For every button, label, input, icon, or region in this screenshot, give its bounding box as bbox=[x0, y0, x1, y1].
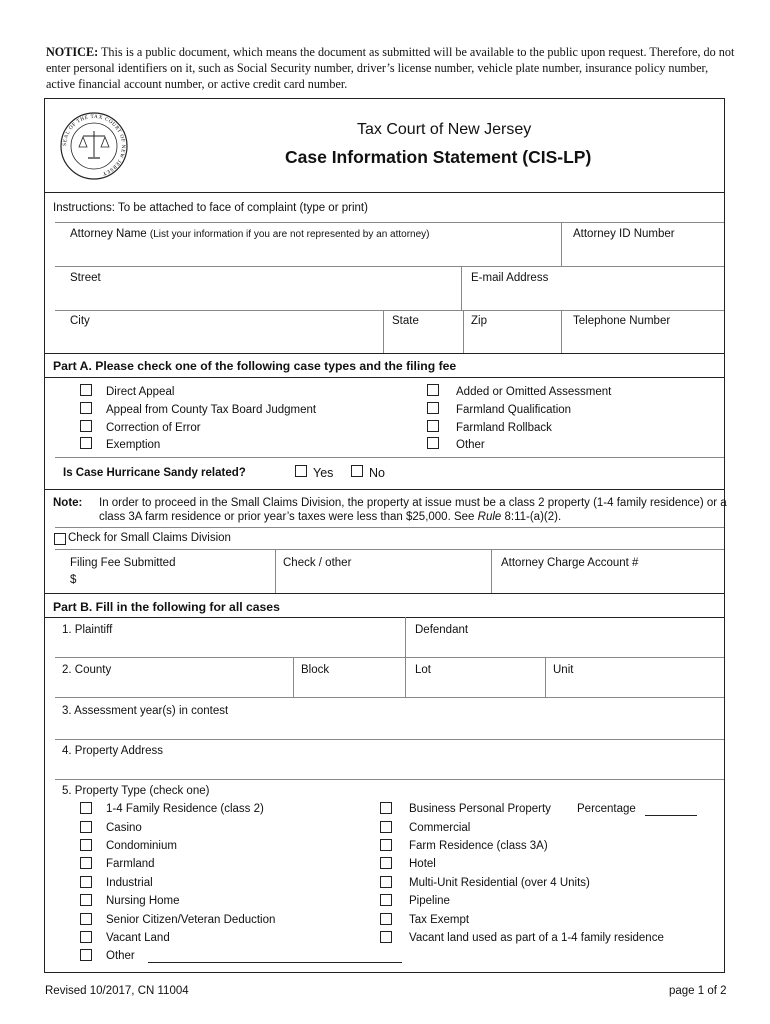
type-farm-residence: Farm Residence (class 3A) bbox=[409, 840, 548, 852]
unit-label: Unit bbox=[553, 664, 574, 676]
other-type-line[interactable] bbox=[148, 962, 402, 963]
property-address-label: 4. Property Address bbox=[62, 745, 163, 757]
form-title: Case Information Statement (CIS-LP) bbox=[285, 147, 592, 167]
option-added-omitted: Added or Omitted Assessment bbox=[456, 386, 612, 398]
court-name: Tax Court of New Jersey bbox=[357, 121, 532, 138]
checkbox-pipeline[interactable] bbox=[380, 894, 392, 906]
street-label: Street bbox=[70, 272, 101, 284]
attorney-id-label: Attorney ID Number bbox=[573, 228, 675, 240]
type-tax-exempt: Tax Exempt bbox=[409, 914, 470, 926]
seal-lettering: SEAL OF THE TAX COURT OF NEW JERSEY bbox=[61, 113, 127, 177]
sandy-no-label: No bbox=[369, 466, 385, 480]
option-county-board-appeal: Appeal from County Tax Board Judgment bbox=[106, 404, 317, 416]
checkbox-nursing-home[interactable] bbox=[80, 894, 92, 906]
check-other-label: Check / other bbox=[283, 557, 352, 569]
part-b-title: Part B. Fill in the following for all cases bbox=[53, 600, 280, 614]
part-a-title: Part A. Please check one of the following case types and the filing fee bbox=[53, 359, 457, 373]
type-nursing-home: Nursing Home bbox=[106, 895, 180, 907]
option-correction-of-error: Correction of Error bbox=[106, 422, 201, 434]
charge-account-label: Attorney Charge Account # bbox=[501, 557, 639, 569]
checkbox-industrial[interactable] bbox=[80, 876, 92, 888]
tax-court-seal-icon bbox=[59, 111, 129, 181]
checkbox-hotel[interactable] bbox=[380, 857, 392, 869]
option-farmland-rollback: Farmland Rollback bbox=[456, 422, 552, 434]
checkbox-direct-appeal[interactable] bbox=[80, 384, 92, 396]
checkbox-small-claims[interactable] bbox=[54, 533, 66, 545]
percentage-line[interactable] bbox=[645, 815, 697, 816]
checkbox-correction-of-error[interactable] bbox=[80, 420, 92, 432]
checkbox-multi-unit[interactable] bbox=[380, 876, 392, 888]
block-label: Block bbox=[301, 664, 330, 676]
checkbox-sandy-yes[interactable] bbox=[295, 465, 307, 477]
county-label: 2. County bbox=[62, 664, 112, 676]
property-type-label: 5. Property Type (check one) bbox=[62, 785, 210, 797]
type-commercial: Commercial bbox=[409, 822, 471, 834]
checkbox-farmland[interactable] bbox=[80, 857, 92, 869]
attorney-name-hint: (List your information if you are not represented by an attorney) bbox=[149, 229, 430, 240]
sandy-question: Is Case Hurricane Sandy related? bbox=[63, 467, 246, 479]
type-industrial: Industrial bbox=[106, 877, 153, 889]
defendant-label: Defendant bbox=[415, 624, 469, 636]
type-multi-unit: Multi-Unit Residential (over 4 Units) bbox=[409, 877, 590, 889]
checkbox-added-omitted[interactable] bbox=[427, 384, 439, 396]
checkbox-county-board-appeal[interactable] bbox=[80, 402, 92, 414]
option-farmland-qualification: Farmland Qualification bbox=[456, 404, 572, 416]
checkbox-other-case[interactable] bbox=[427, 437, 439, 449]
instructions-text: Instructions: To be attached to face of complaint (type or print) bbox=[53, 202, 368, 214]
checkbox-casino[interactable] bbox=[80, 821, 92, 833]
type-casino: Casino bbox=[106, 822, 142, 834]
attorney-name-label: Attorney Name (List your information if you are not represented by an attorney) bbox=[70, 228, 430, 240]
type-vacant-residence: Vacant land used as part of a 1-4 family residence bbox=[409, 932, 664, 944]
checkbox-farm-residence[interactable] bbox=[380, 839, 392, 851]
checkbox-farmland-rollback[interactable] bbox=[427, 420, 439, 432]
type-pipeline: Pipeline bbox=[409, 895, 450, 907]
zip-label: Zip bbox=[471, 315, 487, 327]
note-label: Note: bbox=[53, 497, 83, 509]
checkbox-farmland-qualification[interactable] bbox=[427, 402, 439, 414]
assessment-years-label: 3. Assessment year(s) in contest bbox=[62, 705, 229, 717]
option-exemption: Exemption bbox=[106, 439, 161, 451]
state-label: State bbox=[392, 315, 419, 327]
checkbox-senior-veteran[interactable] bbox=[80, 913, 92, 925]
plaintiff-label: 1. Plaintiff bbox=[62, 624, 113, 636]
filing-fee-label: Filing Fee Submitted bbox=[70, 557, 176, 569]
type-family-residence: 1-4 Family Residence (class 2) bbox=[106, 803, 264, 815]
checkbox-tax-exempt[interactable] bbox=[380, 913, 392, 925]
checkbox-vacant-residence[interactable] bbox=[380, 931, 392, 943]
type-farmland: Farmland bbox=[106, 858, 155, 870]
note-line-2: class 3A farm residence or prior year’s taxes were less than $25,000. See Rule 8:11-(a)(2). bbox=[99, 511, 562, 523]
checkbox-commercial[interactable] bbox=[380, 821, 392, 833]
option-other-case: Other bbox=[456, 439, 485, 451]
type-senior-veteran: Senior Citizen/Veteran Deduction bbox=[106, 914, 276, 926]
email-label: E-mail Address bbox=[471, 272, 549, 284]
note-line-1: In order to proceed in the Small Claims Division, the property at issue must be a class 2 property (1-4 family residence) or a bbox=[99, 497, 727, 509]
type-other: Other bbox=[106, 950, 135, 962]
revision-note: Revised 10/2017, CN 11004 bbox=[45, 985, 189, 997]
type-business-personal: Business Personal Property bbox=[409, 803, 551, 815]
small-claims-label: Check for Small Claims Division bbox=[68, 532, 231, 544]
type-vacant-land: Vacant Land bbox=[106, 932, 170, 944]
page-number: page 1 of 2 bbox=[669, 985, 727, 997]
checkbox-vacant-land[interactable] bbox=[80, 931, 92, 943]
notice-label: NOTICE: bbox=[46, 45, 99, 59]
public-notice bbox=[46, 44, 736, 92]
checkbox-sandy-no[interactable] bbox=[351, 465, 363, 477]
checkbox-other-type[interactable] bbox=[80, 949, 92, 961]
case-information-form bbox=[44, 98, 725, 973]
checkbox-condominium[interactable] bbox=[80, 839, 92, 851]
notice-text: This is a public document, which means the document as submitted will be available to the public upon request. Therefore, do not enter personal identifiers on it, such as Social Security number, driver’s license number, vehicle plate number, insurance policy number, active financial account number, or active credit card number. bbox=[46, 45, 735, 91]
sandy-yes-label: Yes bbox=[313, 466, 334, 480]
telephone-label: Telephone Number bbox=[573, 315, 671, 327]
filing-fee-dollar: $ bbox=[70, 574, 77, 586]
city-label: City bbox=[70, 315, 90, 327]
percentage-label: Percentage bbox=[577, 803, 636, 815]
checkbox-business-personal[interactable] bbox=[380, 802, 392, 814]
type-hotel: Hotel bbox=[409, 858, 436, 870]
checkbox-family-residence[interactable] bbox=[80, 802, 92, 814]
checkbox-exemption[interactable] bbox=[80, 437, 92, 449]
lot-label: Lot bbox=[415, 664, 431, 676]
type-condominium: Condominium bbox=[106, 840, 177, 852]
option-direct-appeal: Direct Appeal bbox=[106, 386, 175, 398]
